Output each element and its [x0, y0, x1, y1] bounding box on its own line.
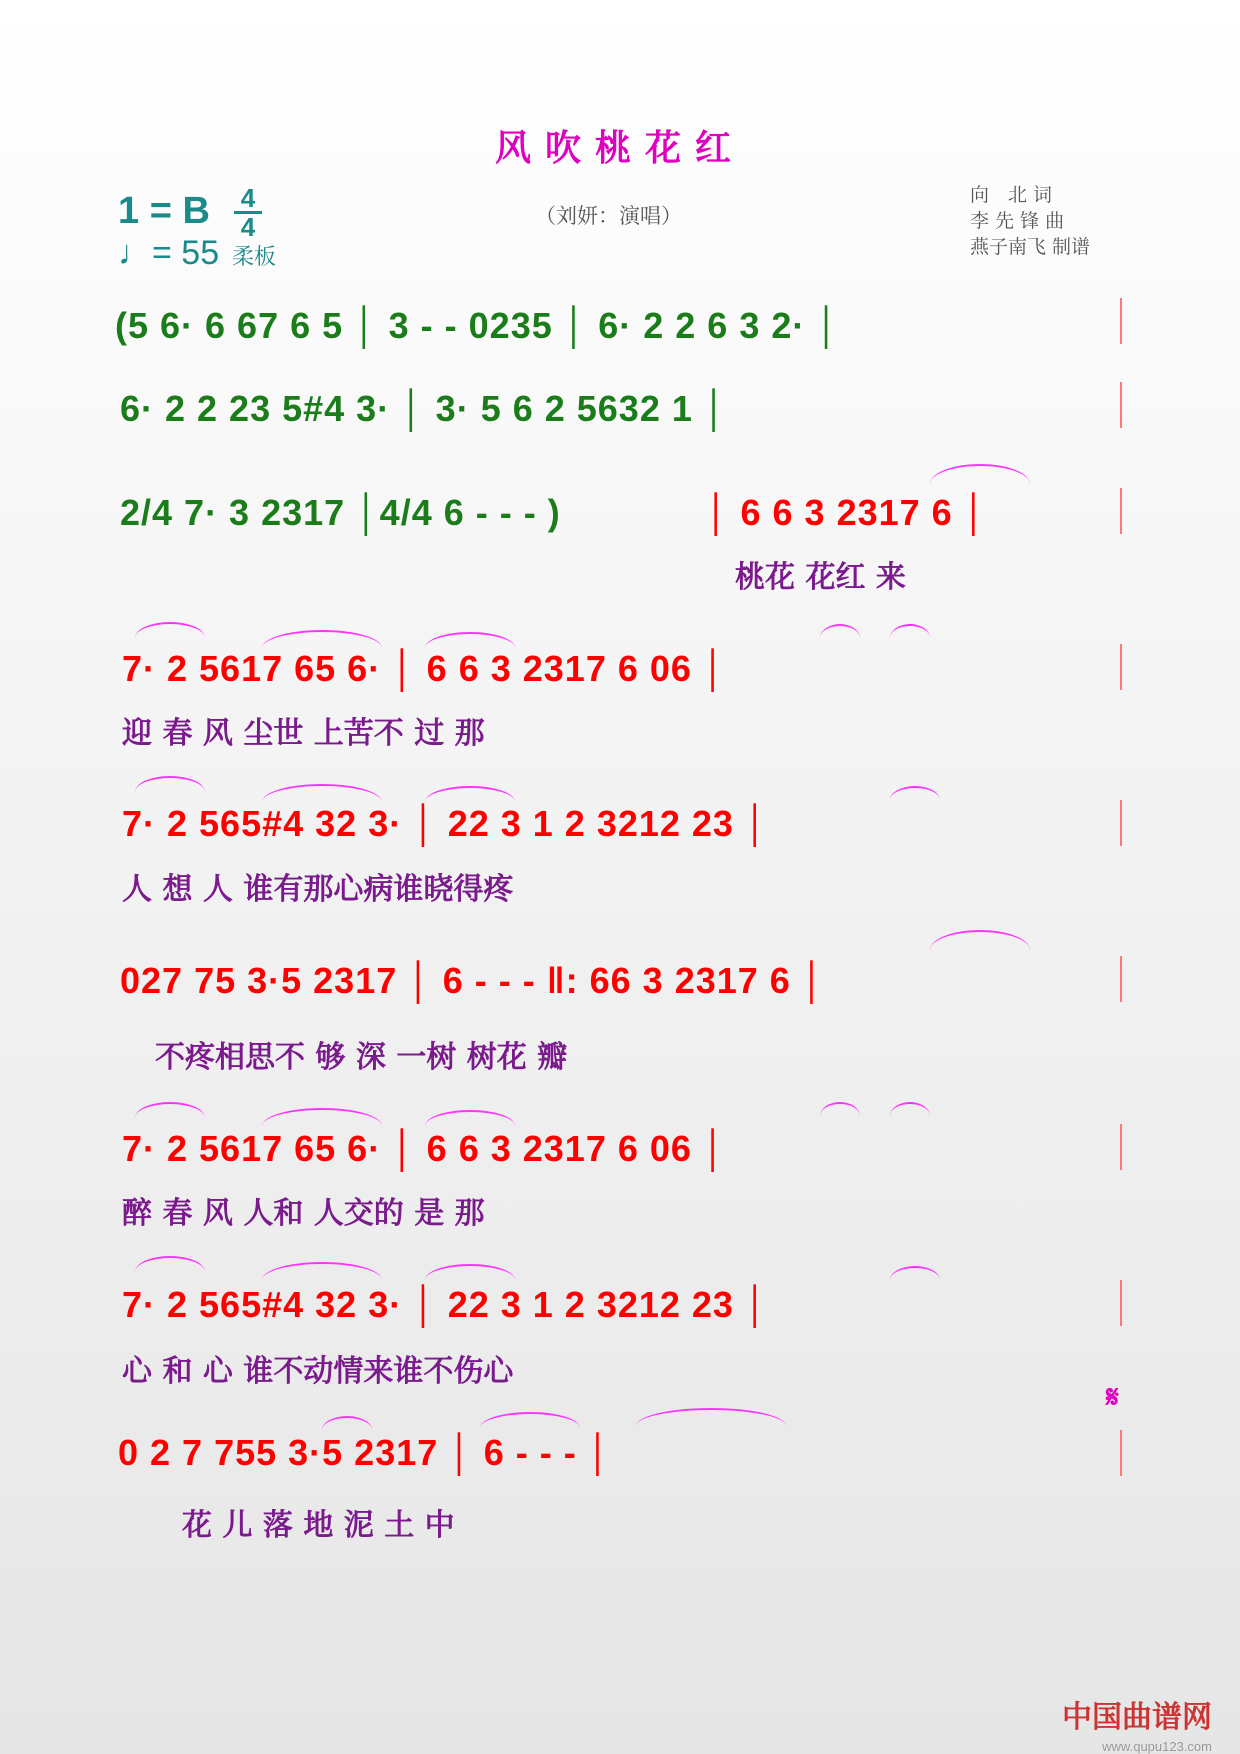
barline — [1120, 644, 1122, 690]
lyric-line-6: 心 和 心 谁不动情来谁不伤心 — [122, 1354, 514, 1389]
slur — [480, 1412, 580, 1428]
barline — [1120, 382, 1122, 428]
song-title: 风吹桃花红 — [494, 127, 745, 169]
slur — [636, 1408, 786, 1426]
slur — [890, 1102, 930, 1116]
slur — [262, 1108, 382, 1126]
slur — [322, 1416, 372, 1430]
site-logo: 中国曲谱网 — [1062, 1700, 1212, 1735]
tempo-mark: ♩= 55 — [118, 234, 220, 272]
site-url: www.qupu123.com — [1102, 1739, 1212, 1754]
tempo-word: 柔板 — [232, 245, 277, 270]
slur — [262, 1262, 382, 1280]
barline — [1120, 1124, 1122, 1170]
arranger-credit: 燕子南飞 制谱 — [970, 236, 1091, 258]
time-numerator: 4 — [240, 183, 256, 213]
slur — [820, 624, 860, 638]
barline — [1120, 1430, 1122, 1476]
slur — [262, 784, 382, 802]
melody-line-6: 7· 2 565#4 32 3· │ 22 3 1 2 3212 23 │ — [122, 1284, 769, 1325]
lyricist-credit: 向 北 词 — [970, 184, 1053, 206]
melody-line-4: 027 75 3·5 2317 │ 6 - - - ‖: 66 3 2317 6 │ — [120, 960, 826, 1001]
key-signature: 1 = B — [118, 190, 210, 232]
melody-line-3: 7· 2 565#4 32 3· │ 22 3 1 2 3212 23 │ — [122, 803, 769, 844]
melody-line-2: 7· 2 5617 65 6· │ 6 6 3 2317 6 06 │ — [122, 648, 727, 689]
intro-line-3: 2/4 7· 3 2317 │4/4 6 - - - ) — [120, 492, 561, 533]
barline — [1120, 488, 1122, 534]
melody-line-5: 7· 2 5617 65 6· │ 6 6 3 2317 6 06 │ — [122, 1128, 727, 1169]
slur — [930, 930, 1030, 950]
lyric-line-4: 不疼相思不 够 深 一树 树花 瓣 — [155, 1040, 568, 1075]
slur — [135, 776, 205, 792]
melody-line-7: 0 2 7 755 3·5 2317 │ 6 - - - │ — [118, 1432, 612, 1473]
slur — [890, 624, 930, 638]
time-signature — [232, 183, 264, 242]
barline — [1120, 298, 1122, 344]
lyric-line-2: 迎 春 风 尘世 上苦不 过 那 — [122, 716, 485, 751]
slur — [890, 1266, 940, 1280]
slur — [135, 1102, 205, 1118]
intro-line-2: 6· 2 2 23 5#4 3· │ 3· 5 6 2 5632 1 │ — [120, 388, 728, 429]
barline — [1120, 1280, 1122, 1326]
intro-line-1: (5 6· 6 67 6 5 │ 3 - - 0235 │ 6· 2 2 6 3 2· │ — [115, 305, 840, 346]
slur — [890, 786, 940, 800]
melody-line-1: │ 6 6 3 2317 6 │ — [706, 492, 988, 533]
slur — [135, 1256, 205, 1272]
lyric-line-7: 花 儿 落 地 泥 土 中 — [182, 1508, 455, 1543]
slur — [425, 1110, 515, 1126]
barline — [1120, 800, 1122, 846]
composer-credit: 李 先 锋 曲 — [970, 210, 1065, 232]
segno-icon: 𝄋 — [1106, 1380, 1119, 1415]
slur — [425, 632, 515, 648]
slur — [820, 1102, 860, 1116]
lyric-line-1: 桃花 花红 来 — [735, 560, 906, 595]
lyric-line-3: 人 想 人 谁有那心病谁晓得疼 — [122, 872, 514, 907]
slur — [425, 786, 515, 802]
lyric-line-5: 醉 春 风 人和 人交的 是 那 — [122, 1196, 485, 1231]
slur — [930, 464, 1030, 484]
barline — [1120, 956, 1122, 1002]
time-denominator: 4 — [240, 212, 256, 242]
slur — [425, 1264, 515, 1280]
slur — [262, 630, 382, 648]
singer-credit: （刘妍：演唱） — [535, 204, 682, 228]
slur — [135, 622, 205, 638]
